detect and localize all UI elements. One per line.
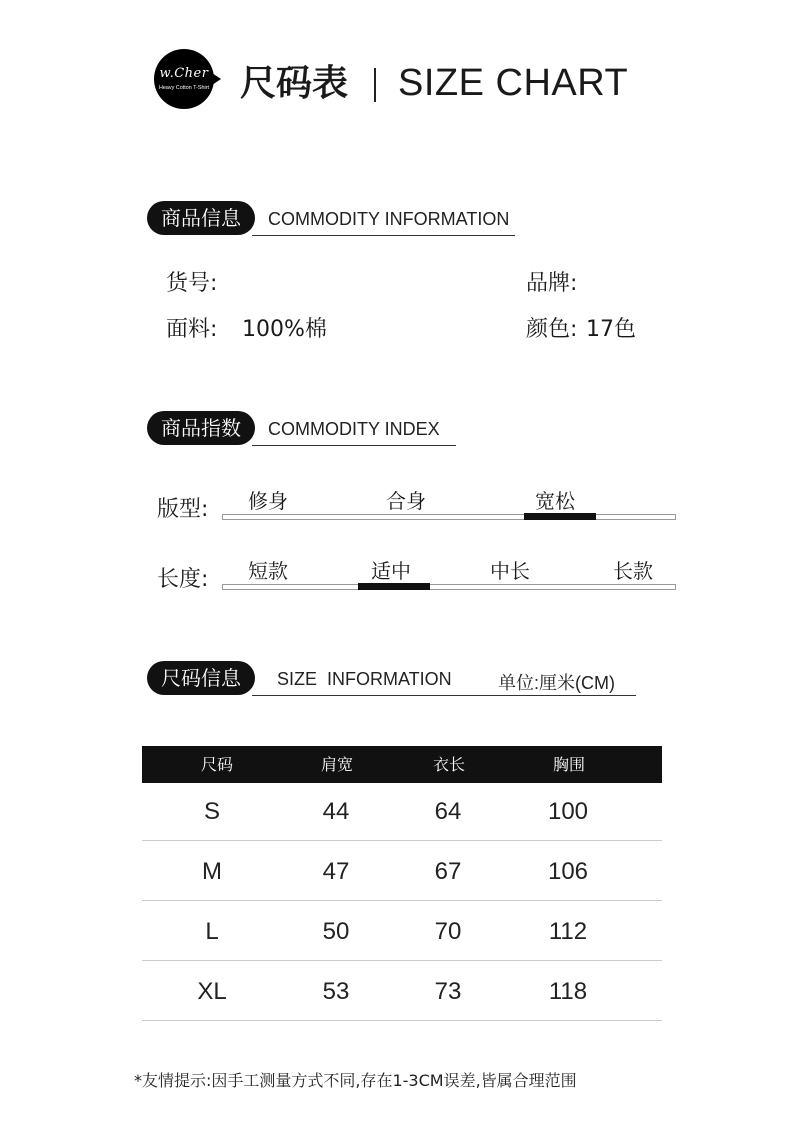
cell-chest: 112 bbox=[548, 918, 588, 945]
cell-chest: 106 bbox=[547, 858, 589, 885]
cell-shoulder: 53 bbox=[322, 978, 350, 1005]
section-pill-commodity-index: 商品指数 bbox=[147, 411, 255, 445]
cell-size: XL bbox=[197, 978, 227, 1005]
cell-length: 64 bbox=[434, 798, 462, 825]
cell-length: 73 bbox=[434, 978, 462, 1005]
material-label: 面料: bbox=[166, 317, 218, 342]
measurement-disclaimer: *友情提示:因手工测量方式不同,存在1-3CM误差,皆属合理范围 bbox=[134, 1071, 577, 1090]
length-selected-marker bbox=[358, 583, 430, 590]
page-title-en: SIZE CHART bbox=[398, 62, 629, 104]
section-pill-commodity-info: 商品信息 bbox=[147, 201, 255, 235]
column-header-length: 衣长 bbox=[432, 755, 465, 774]
cell-shoulder: 50 bbox=[322, 918, 350, 945]
fit-option-loose: 宽松 bbox=[535, 489, 575, 513]
logo-subtitle: Heavy Cotton T-Shirt bbox=[158, 85, 210, 91]
section-title-size-info: SIZE INFORMATION bbox=[277, 669, 452, 689]
row-divider bbox=[142, 840, 662, 841]
cell-length: 70 bbox=[434, 918, 462, 945]
section-underline bbox=[252, 445, 456, 446]
section-title-commodity-index: COMMODITY INDEX bbox=[268, 419, 440, 439]
brand-label: 品牌: bbox=[526, 271, 578, 296]
length-label: 长度: bbox=[157, 567, 209, 592]
length-option-medium: 适中 bbox=[371, 559, 411, 583]
cell-shoulder: 47 bbox=[322, 858, 350, 885]
section-pill-size-info: 尺码信息 bbox=[147, 661, 255, 695]
length-option-short: 短款 bbox=[248, 559, 288, 583]
cell-chest: 100 bbox=[547, 798, 589, 825]
fit-label: 版型: bbox=[157, 497, 209, 522]
fit-selected-marker bbox=[524, 513, 596, 520]
fit-scale-track bbox=[222, 514, 676, 520]
section-title-commodity-info: COMMODITY INFORMATION bbox=[268, 209, 510, 229]
page-title-cn: 尺码表 bbox=[240, 63, 349, 104]
color-value: 17色 bbox=[586, 317, 636, 342]
logo-script-text: w.Cher bbox=[159, 66, 209, 81]
column-header-chest: 胸围 bbox=[552, 755, 585, 774]
fit-option-slim: 修身 bbox=[248, 489, 288, 513]
size-table-header bbox=[142, 746, 662, 783]
length-option-long: 长款 bbox=[613, 559, 653, 583]
row-divider bbox=[142, 960, 662, 961]
row-divider bbox=[142, 1020, 662, 1021]
item-number-label: 货号: bbox=[166, 271, 218, 296]
cell-shoulder: 44 bbox=[322, 798, 350, 825]
column-header-size: 尺码 bbox=[200, 755, 233, 774]
title-divider bbox=[374, 68, 376, 102]
cell-size: L bbox=[205, 918, 219, 945]
cell-size: S bbox=[203, 798, 220, 825]
length-scale-track bbox=[222, 584, 676, 590]
material-value: 100%棉 bbox=[242, 317, 327, 342]
section-underline bbox=[252, 235, 515, 236]
color-label: 颜色: bbox=[526, 317, 578, 342]
unit-label: 单位:厘米(CM) bbox=[498, 673, 615, 693]
cell-length: 67 bbox=[434, 858, 462, 885]
cell-chest: 118 bbox=[548, 978, 588, 1005]
section-underline bbox=[252, 695, 636, 696]
fit-option-regular: 合身 bbox=[386, 489, 426, 513]
row-divider bbox=[142, 900, 662, 901]
cell-size: M bbox=[202, 858, 222, 885]
column-header-shoulder: 肩宽 bbox=[320, 755, 353, 774]
length-option-mid-long: 中长 bbox=[490, 559, 530, 583]
brand-logo bbox=[154, 49, 214, 109]
